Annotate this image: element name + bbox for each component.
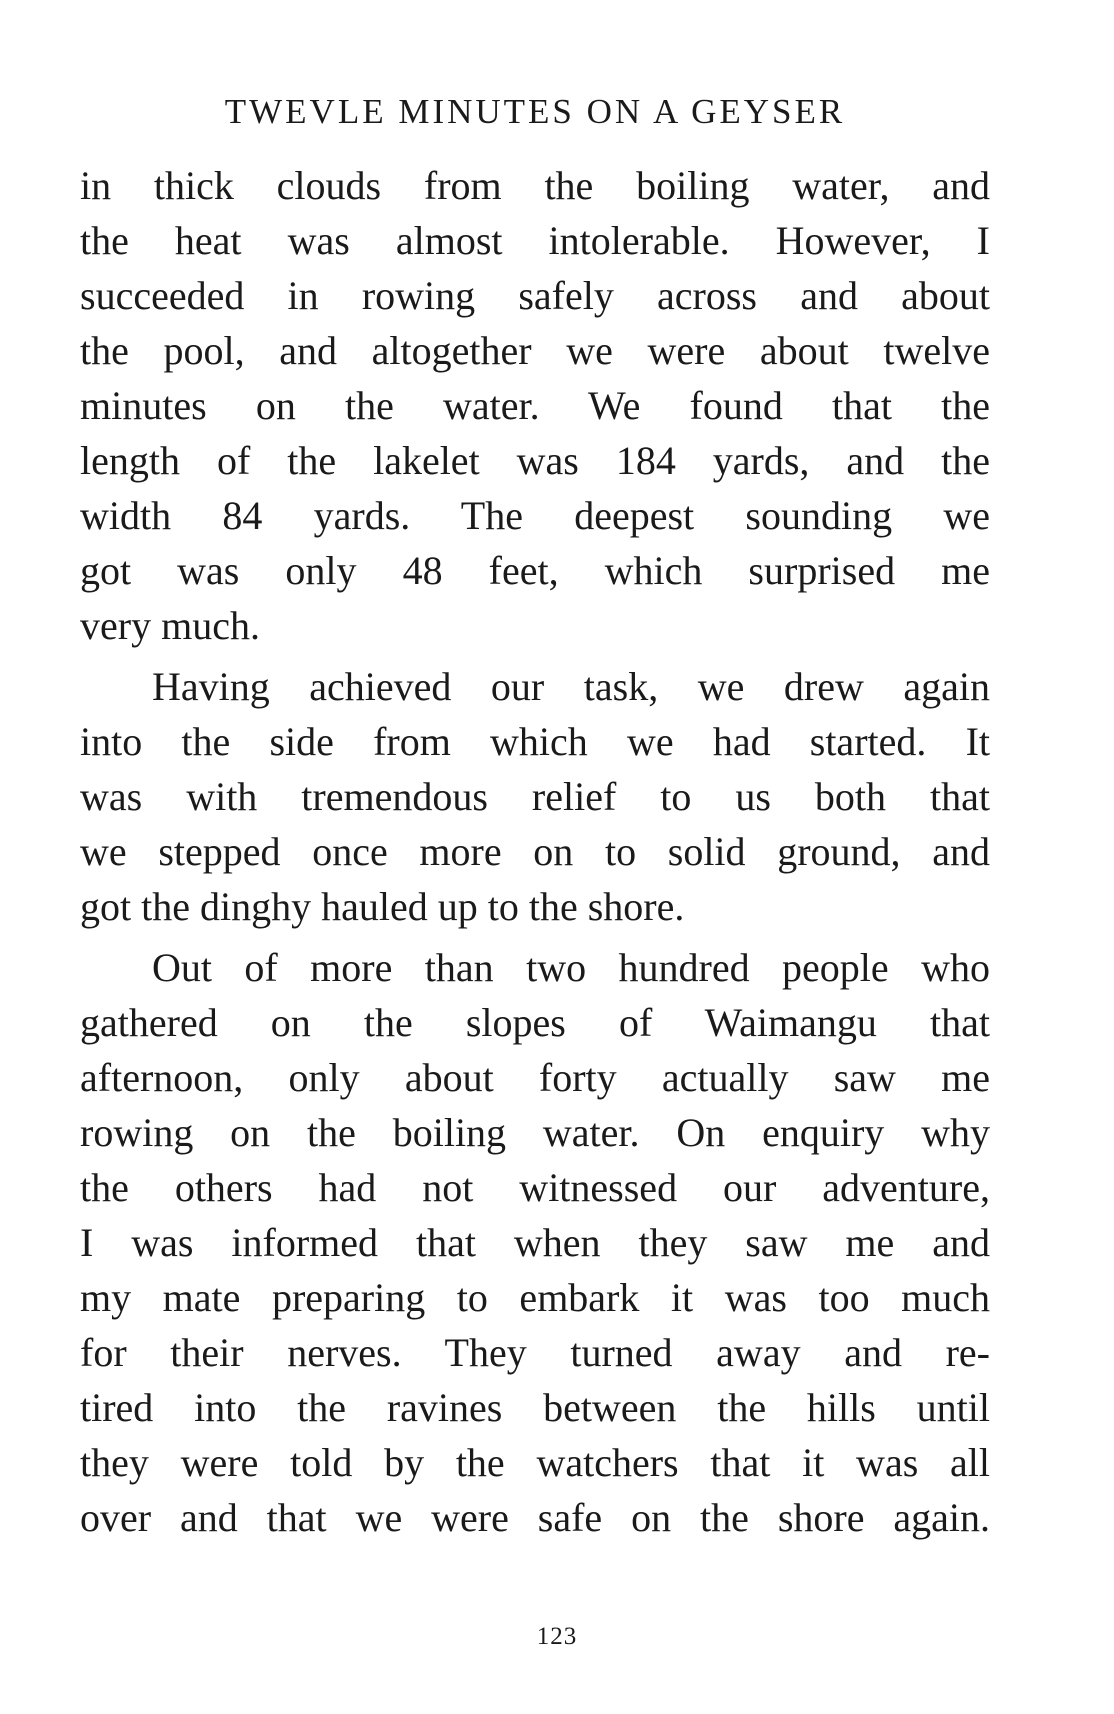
text-line: for their nerves. They turned away and re- xyxy=(80,1330,990,1375)
text-line: minutes on the water. We found that the xyxy=(80,383,990,428)
text-line: rowing on the boiling water. On enquiry why xyxy=(80,1110,990,1155)
paragraph-1 xyxy=(80,158,990,653)
paragraph-2 xyxy=(80,659,990,934)
text-line: the heat was almost intolerable. However, I xyxy=(80,218,990,263)
body-text xyxy=(80,158,990,1545)
text-line: into the side from which we had started. It xyxy=(80,719,990,764)
text-line: was with tremendous relief to us both that xyxy=(80,774,990,819)
text-line: afternoon, only about forty actually saw me xyxy=(80,1055,990,1100)
text-line: succeeded in rowing safely across and about xyxy=(80,273,990,318)
text-line: length of the lakelet was 184 yards, and the xyxy=(80,438,990,483)
page-number: 123 xyxy=(536,1623,578,1650)
text-line: over and that we were safe on the shore again. xyxy=(80,1495,990,1540)
text-line: I was informed that when they saw me and xyxy=(80,1220,990,1265)
text-line: in thick clouds from the boiling water, and xyxy=(80,163,990,208)
text-line: got was only 48 feet, which surprised me xyxy=(80,548,990,593)
paragraph-3 xyxy=(80,940,990,1545)
text-line: gathered on the slopes of Waimangu that xyxy=(80,1000,990,1045)
text-line: the others had not witnessed our adventure, xyxy=(80,1165,990,1210)
text-line: width 84 yards. The deepest sounding we xyxy=(80,493,990,538)
text-line: very much. xyxy=(80,603,260,648)
text-line: Out of more than two hundred people who xyxy=(152,945,990,990)
text-line: got the dinghy hauled up to the shore. xyxy=(80,884,685,929)
text-line: the pool, and altogether we were about twelve xyxy=(80,328,990,373)
text-line: my mate preparing to embark it was too much xyxy=(80,1275,990,1320)
running-head: TWEVLE MINUTES ON A GEYSER xyxy=(224,92,846,131)
text-line: tired into the ravines between the hills until xyxy=(80,1385,990,1430)
text-line: Having achieved our task, we drew again xyxy=(152,664,990,709)
text-line: they were told by the watchers that it was all xyxy=(80,1440,990,1485)
text-line: we stepped once more on to solid ground, and xyxy=(80,829,990,874)
